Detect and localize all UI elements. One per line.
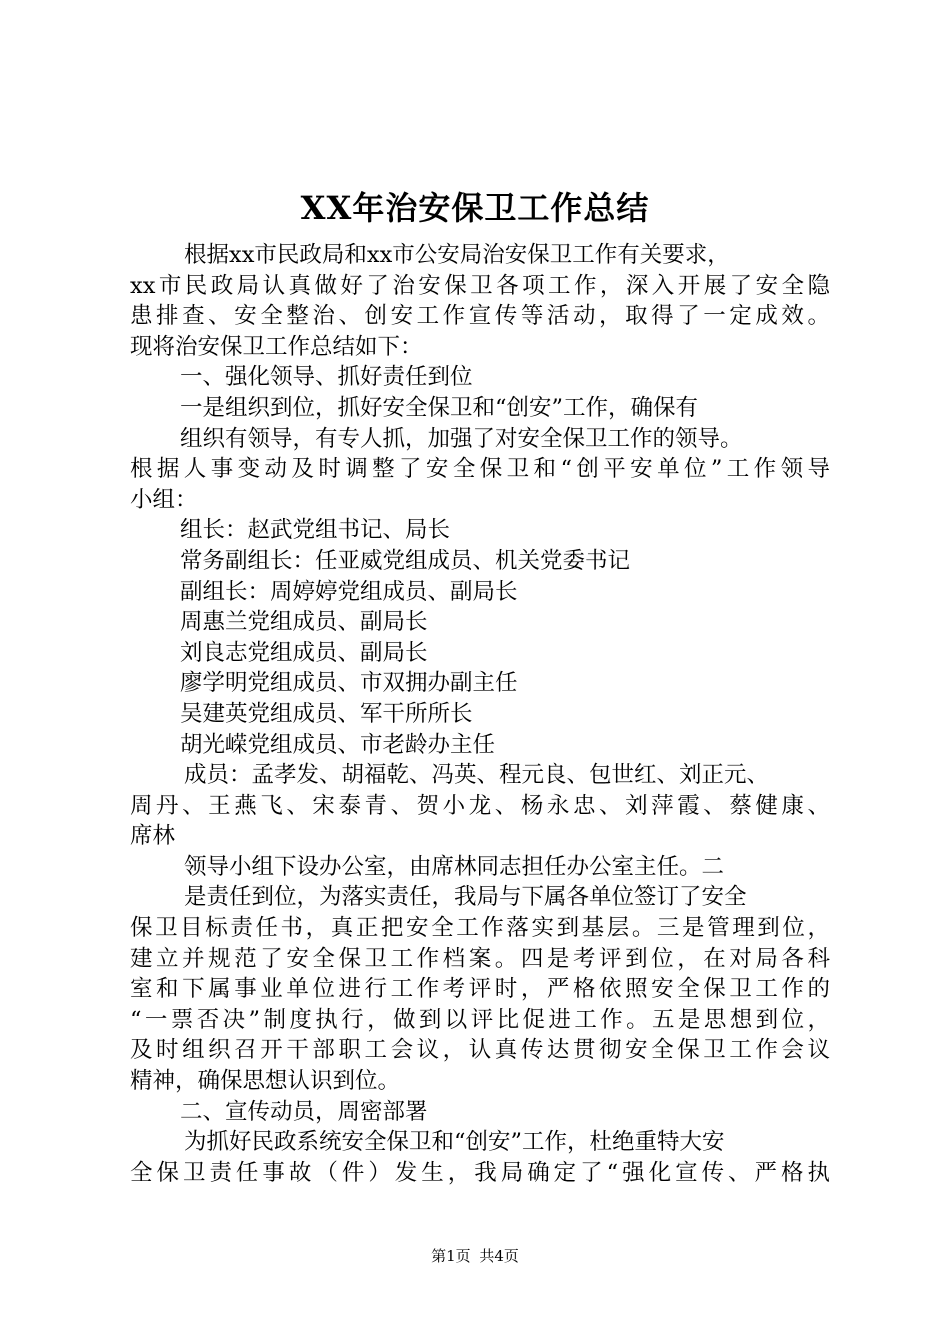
section-heading: 一、强化领导、抓好责任到位: [180, 364, 473, 391]
text-line: 全保卫责任事故（件）发生，我局确定了“强化宣传、严格执: [130, 1159, 830, 1186]
text-line: 根据xx市民政局和xx市公安局治安保卫工作有关要求，: [184, 242, 730, 268]
text-line: 周丹、王燕飞、宋泰青、贺小龙、杨永忠、刘萍霞、蔡健康、: [130, 792, 830, 819]
list-item: 常务副组长：任亚威党组成员、机关党委书记: [180, 547, 631, 574]
text-line: 组织有领导，有专人抓，加强了对安全保卫工作的领导。: [180, 425, 743, 452]
list-item: 吴建英党组成员、军干所所长: [180, 700, 473, 727]
text-line: 一是组织到位，抓好安全保卫和“创安”工作，确保有: [180, 394, 699, 421]
text-line: 及时组织召开干部职工会议，认真传达贯彻安全保卫工作会议: [130, 1037, 830, 1064]
text-line: 室和下属事业单位进行工作考评时，严格依照安全保卫工作的: [130, 976, 830, 1003]
text-line: 领导小组下设办公室，由席林同志担任办公室主任。二: [184, 853, 725, 880]
list-item: 周惠兰党组成员、副局长: [180, 609, 428, 636]
page-total: 共4页: [479, 1247, 519, 1265]
text-line: 席林: [130, 823, 176, 850]
list-item: 胡光嵘党组成员、市老龄办主任: [180, 731, 496, 758]
text-line: 建立并规范了安全保卫工作档案。四是考评到位，在对局各科: [130, 945, 830, 972]
list-item: 组长：赵武党组书记、局长: [180, 517, 451, 544]
text-line: 保卫目标责任书，真正把安全工作落实到基层。三是管理到位，: [130, 915, 830, 942]
text-line: 患排查、安全整治、创安工作宣传等活动，取得了一定成效。: [130, 303, 830, 330]
text-line: 现将治安保卫工作总结如下：: [130, 333, 423, 360]
page-footer: [0, 1246, 950, 1266]
page-number: 第1页: [431, 1247, 471, 1265]
document-body: [130, 240, 830, 1188]
section-heading: 二、宣传动员，周密部署: [180, 1098, 428, 1125]
text-line: 根据人事变动及时调整了安全保卫和“创平安单位”工作领导: [130, 456, 830, 483]
document-title: XX年治安保卫工作总结: [300, 189, 650, 227]
text-line: 成员：孟孝发、胡福乾、冯英、程元良、包世红、刘正元、: [184, 762, 770, 789]
text-line: 精神，确保思想认识到位。: [130, 1068, 401, 1095]
list-item: 副组长：周婷婷党组成员、副局长: [180, 578, 518, 605]
text-line: xx市民政局认真做好了治安保卫各项工作，深入开展了安全隐: [130, 272, 830, 299]
text-line: 是责任到位，为落实责任，我局与下属各单位签订了安全: [184, 884, 747, 911]
text-line: 小组：: [130, 486, 198, 513]
list-item: 廖学明党组成员、市双拥办副主任: [180, 670, 518, 697]
text-line: 为抓好民政系统安全保卫和“创安”工作，杜绝重特大安: [184, 1129, 725, 1156]
text-line: “一票否决”制度执行，做到以评比促进工作。五是思想到位，: [130, 1006, 830, 1033]
list-item: 刘良志党组成员、副局长: [180, 639, 428, 666]
